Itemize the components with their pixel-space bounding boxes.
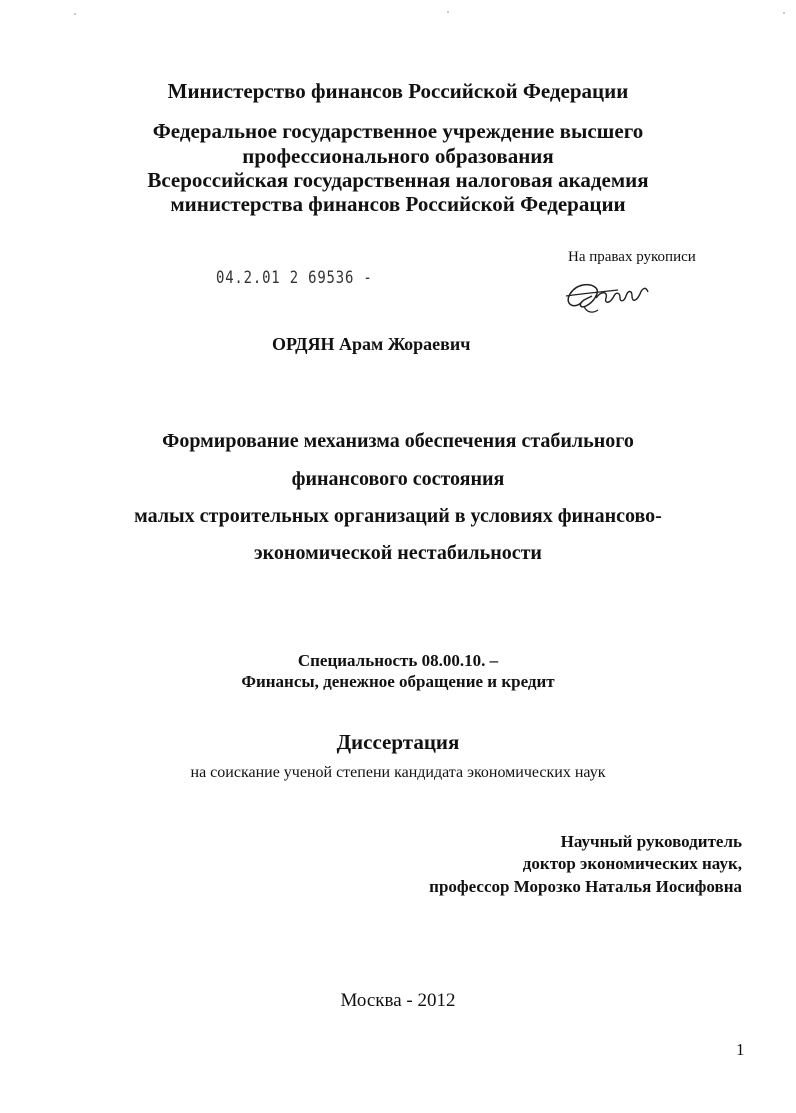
supervisor-degree: доктор экономических наук,: [522, 854, 742, 873]
ministry-heading: Министерство финансов Российской Федерации: [167, 79, 629, 103]
scan-speck: [783, 12, 785, 14]
signature: [560, 272, 660, 318]
scan-speck: [74, 13, 76, 15]
supervisor-role: Научный руководитель: [560, 832, 742, 851]
institution-line-1: Федеральное государственное учреждение высшего: [152, 119, 644, 143]
institution-line-2: профессионального образования: [242, 144, 554, 168]
title-line-4: экономической нестабильности: [254, 542, 542, 564]
degree-line: на соискание ученой степени кандидата экономических наук: [190, 764, 606, 781]
academy-line-2: министерства финансов Российской Федерации: [170, 192, 626, 216]
title-line-3: малых строительных организаций в условиях финансово-: [134, 505, 662, 527]
title-line-1: Формирование механизма обеспечения стабильного: [162, 430, 634, 452]
document-type: Диссертация: [336, 730, 460, 754]
academy-line-1: Всероссийская государственная налоговая академия: [147, 168, 649, 192]
supervisor-name: профессор Морозко Наталья Иосифовна: [429, 877, 742, 896]
page-number: 1: [736, 1040, 745, 1059]
scan-speck: [447, 11, 449, 13]
manuscript-note: На правах рукописи: [568, 249, 696, 265]
specialty-name: Финансы, денежное обращение и кредит: [241, 672, 555, 691]
city-year: Москва - 2012: [340, 990, 456, 1011]
title-line-2: финансового состояния: [291, 468, 505, 490]
specialty-code: Специальность 08.00.10. –: [297, 651, 499, 670]
author-name: ОРДЯН Арам Жораевич: [272, 334, 471, 354]
registration-stamp: 04.2.01 2 69536 -: [216, 268, 373, 288]
